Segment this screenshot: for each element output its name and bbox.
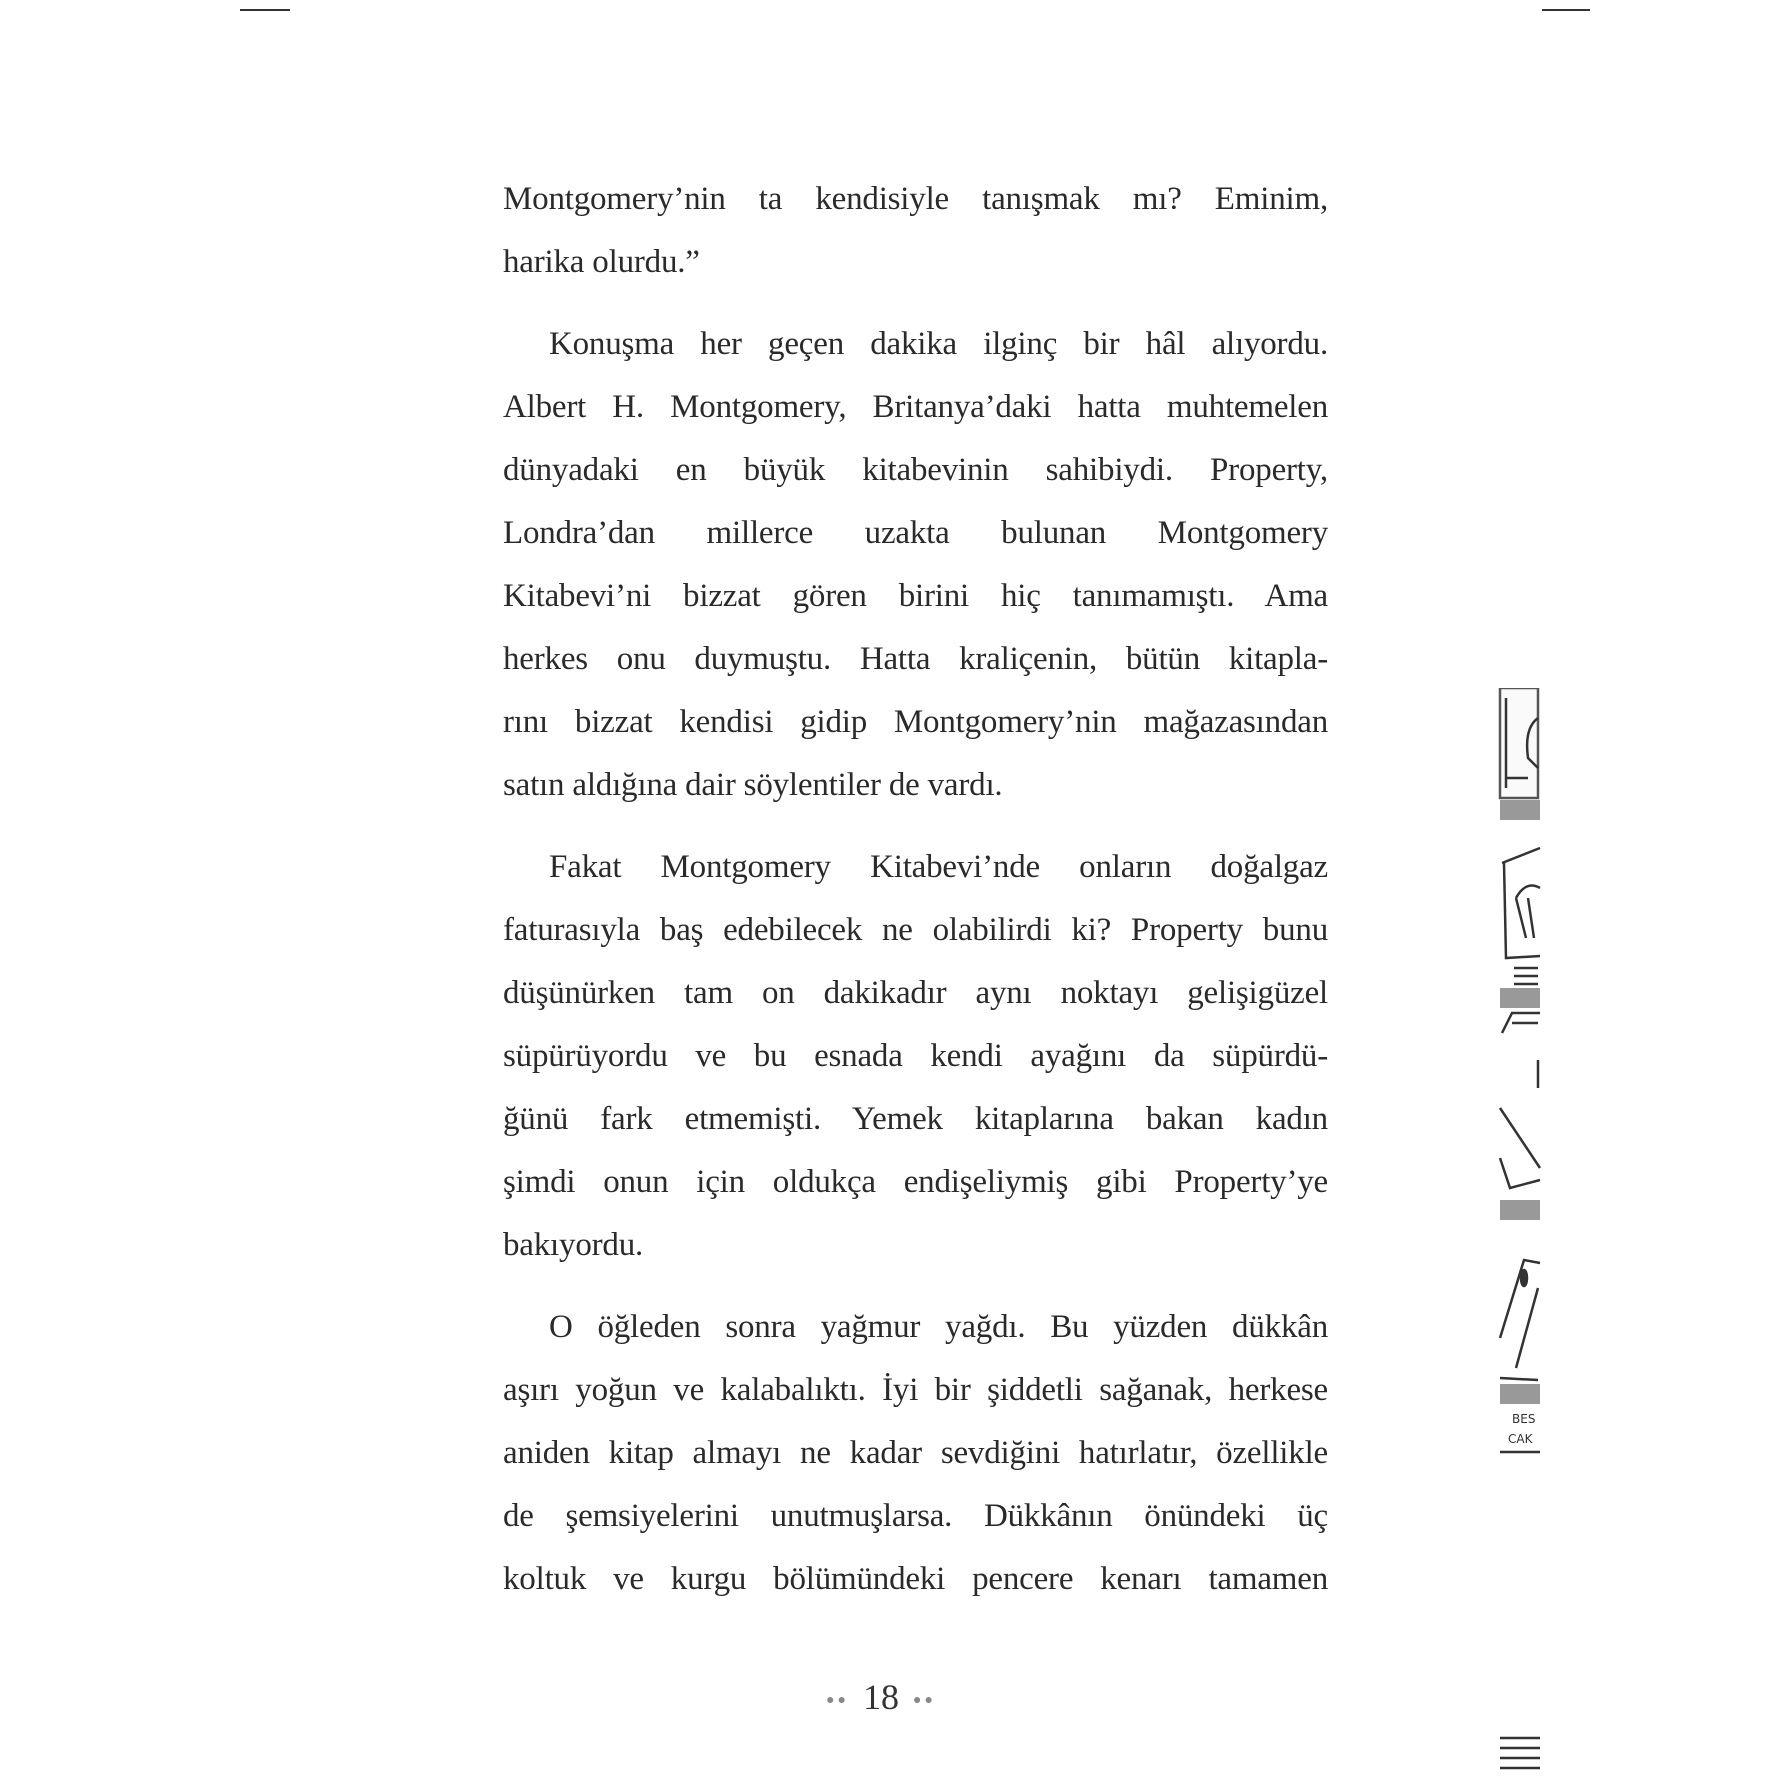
body-text bbox=[503, 168, 1328, 1630]
page-number-value: 18 bbox=[863, 1677, 899, 1717]
illustration-label-2: CAK bbox=[1508, 1432, 1533, 1446]
paragraph bbox=[503, 1296, 1328, 1611]
text-line: süpürüyordu ve bu esnada kendi ayağını da süpürdü- bbox=[503, 1038, 1328, 1074]
ornament-dots-right: ●● bbox=[913, 1692, 936, 1708]
text-line: Kitabevi’ni bizzat gören birini hiç tanımamıştı. Ama bbox=[503, 578, 1328, 614]
text-line: Konuşma her geçen dakika ilginç bir hâl alıyordu. bbox=[549, 326, 1328, 362]
bookshelf-illustration bbox=[1498, 688, 1542, 1788]
text-line: Albert H. Montgomery, Britanya’daki hatta muhtemelen bbox=[503, 389, 1328, 425]
crop-mark-right bbox=[1542, 9, 1590, 11]
crop-mark-left bbox=[240, 9, 290, 11]
text-line: O öğleden sonra yağmur yağdı. Bu yüzden dükkân bbox=[549, 1309, 1328, 1345]
text-line: Fakat Montgomery Kitabevi’nde onların doğalgaz bbox=[549, 849, 1328, 885]
text-line: şimdi onun için oldukça endişeliymiş gibi Property’ye bbox=[503, 1164, 1328, 1200]
text-line: harika olurdu.” bbox=[503, 244, 700, 280]
text-line: Londra’dan millerce uzakta bulunan Montgomery bbox=[503, 515, 1328, 551]
paragraph bbox=[503, 168, 1328, 294]
paragraph bbox=[503, 836, 1328, 1277]
illustration-label-1: BES bbox=[1512, 1412, 1536, 1426]
text-line: düşünürken tam on dakikadır aynı noktayı gelişigüzel bbox=[503, 975, 1328, 1011]
text-line: Montgomery’nin ta kendisiyle tanışmak mı? Eminim, bbox=[503, 181, 1328, 217]
paragraph bbox=[503, 313, 1328, 817]
text-line: bakıyordu. bbox=[503, 1227, 644, 1263]
ornament-dots-left: ●● bbox=[826, 1692, 849, 1708]
text-line: de şemsiyelerini unutmuşlarsa. Dükkânın önündeki üç bbox=[503, 1498, 1328, 1534]
text-line: aniden kitap almayı ne kadar sevdiğini hatırlatır, özellikle bbox=[503, 1435, 1328, 1471]
text-line: aşırı yoğun ve kalabalıktı. İyi bir şiddetli sağanak, herkese bbox=[503, 1372, 1328, 1408]
text-line: koltuk ve kurgu bölümündeki pencere kenarı tamamen bbox=[503, 1561, 1328, 1597]
text-line: rını bizzat kendisi gidip Montgomery’nin mağazasından bbox=[503, 704, 1328, 740]
text-line: herkes onu duymuştu. Hatta kraliçenin, bütün kitapla- bbox=[503, 641, 1328, 677]
text-line: satın aldığına dair söylentiler de vardı. bbox=[503, 767, 1003, 803]
text-line: dünyadaki en büyük kitabevinin sahibiydi. Property, bbox=[503, 452, 1328, 488]
text-line: faturasıyla baş edebilecek ne olabilirdi ki? Property bunu bbox=[503, 912, 1328, 948]
text-line: ğünü fark etmemişti. Yemek kitaplarına bakan kadın bbox=[503, 1101, 1328, 1137]
